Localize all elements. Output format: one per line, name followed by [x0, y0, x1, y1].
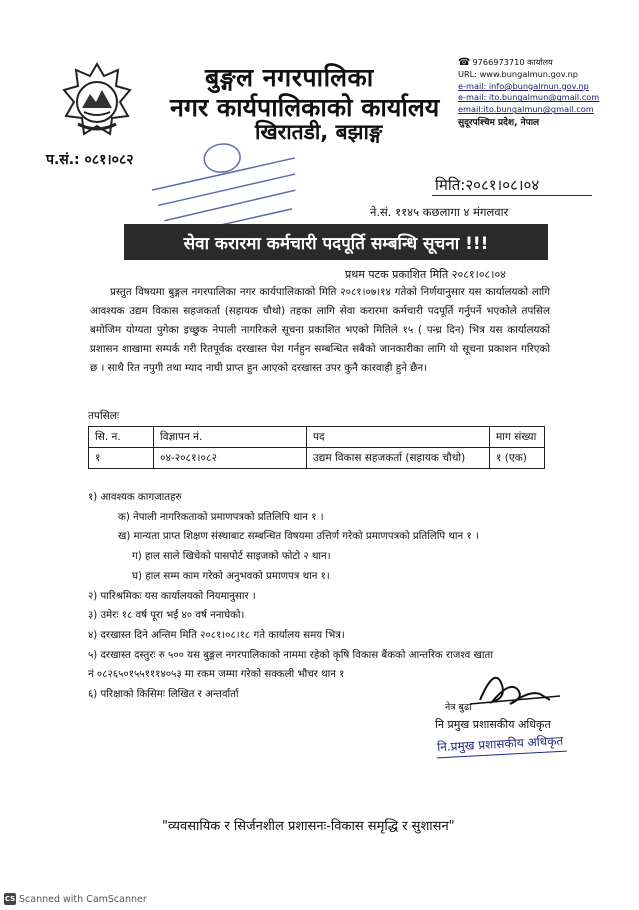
list-item: १) आवश्यक कागजातहरु	[88, 492, 182, 503]
office-location: खिरातडी, बझाङ्ग	[255, 120, 383, 144]
org-name: बुङ्गल नगरपालिका	[205, 63, 374, 92]
cell-post: उद्यम विकास सहजकर्ता (सहायक चौथो)	[307, 448, 490, 469]
email-link-1[interactable]: e-mail: info@bungalmun.gov.np	[458, 80, 589, 91]
col-demand: माग संख्या	[490, 427, 545, 448]
col-serial: सि. न.	[89, 427, 154, 448]
cell-serial: १	[89, 448, 154, 469]
issue-date: मिति:२०८१।०८।०४	[435, 176, 540, 194]
list-item: ५) दरखास्त दस्तुरः रु ५०० यस बुङ्गल नगरपालिकाको नाममा रहेको कृषि विकास बैंकको आन्तरिक राजश्व खाता	[88, 649, 493, 661]
signatory-name: नेत्र बुढा	[445, 702, 472, 713]
col-advert-no: विज्ञापन नं.	[154, 427, 307, 448]
table-header-row	[89, 427, 545, 448]
website-link[interactable]: URL: www.bungalmun.gov.np	[458, 68, 578, 79]
phone-line: ☎ 9766973710 कार्यालय	[458, 57, 553, 68]
list-item: ४) दरखास्त दिने अन्तिम मिति २०८१।०८।१८ गते कार्यालय समय भित्र।	[88, 629, 345, 641]
signatory-stamp: नि.प्रमुख प्रशासकीय अधिकृत	[436, 733, 564, 755]
email-link-2[interactable]: e-mail: ito.bungalmun@gmail.com	[458, 92, 600, 103]
list-item: ख) मान्यता प्राप्त शिक्षण संस्थाबाट सम्बन्धित विषयमा उत्तिर्ण गरेको प्रमाणपत्रको प्रतिलिपि थान १ ।	[118, 531, 479, 543]
list-item: क) नेपाली नागरिकताको प्रमाणपत्रको प्रतिलिपि थान १ ।	[118, 511, 324, 523]
notice-title-banner	[124, 224, 548, 260]
scanner-text: Scanned with CamScanner	[19, 893, 147, 905]
camscanner-icon: CS	[4, 895, 16, 903]
nepal-samvat-date: ने.सं. ११४५ कछलागा ४ मंगलवार	[370, 205, 509, 219]
date-underline	[432, 195, 592, 196]
phone-icon: ☎	[458, 57, 471, 68]
office-stamp-icon	[147, 118, 302, 238]
list-item: घ) हाल सम्म काम गरेको अनुभवको प्रमाणपत्र थान १।	[132, 570, 330, 582]
list-item: ग) हाल साले खिचेको पासपोर्ट साइजको फोटो २ थान।	[132, 551, 331, 563]
list-item: नं ०८२६५०१५५१११४०५३ मा रकम जम्मा गरेको सक्कली भौचर थान १	[88, 669, 345, 681]
cell-advert-no: ०४-२०८१।०८२	[154, 448, 307, 469]
vacancy-table	[88, 426, 545, 469]
list-item: ६) परिक्षाको किसिमः लिखित र अन्तर्वार्ता	[88, 689, 239, 701]
email-link-3[interactable]: email:ito.bungalmun@gmail.com	[458, 104, 594, 115]
details-label: तपसिलः	[88, 410, 120, 422]
nepal-emblem-icon	[60, 62, 134, 140]
office-name: नगर कार्यपालिकाको कार्यालय	[170, 93, 440, 122]
col-post: पद	[307, 427, 490, 448]
notice-title: सेवा करारमा कर्मचारी पदपूर्ति सम्बन्धि सूचना !!!	[183, 233, 489, 254]
footer-slogan: "व्यवसायिक र सिर्जनशील प्रशासनः-विकास समृद्धि र सुशासन"	[162, 819, 455, 834]
cell-demand: १ (एक)	[490, 448, 545, 469]
contact-block	[458, 57, 599, 130]
scanner-watermark	[4, 893, 147, 905]
province-label: सुदूरपश्चिम प्रदेश, नेपाल	[458, 117, 540, 128]
signatory-title: नि प्रमुख प्रशासकीय अधिकृत	[435, 718, 551, 731]
first-published-date: प्रथम पटक प्रकाशित मिति २०८१।०८।०४	[345, 268, 506, 281]
notice-body: प्रस्तुत विषयमा बुङ्गल नगरपालिका नगर कार्यपालिकाको मिति २०८१।०७।१४ गतेको निर्णयानुसार यस कार्यालयको लागि आवश्यक उद्यम विकास सहजकर्ता (सहायक चौथो) तहका लागि सेवा करारमा कर्मचारी पदपूर्ति गर्नुपर्ने भएकोले तपसिल बमोजिम योग्यता पुगेका इच्छुक नेपाली नागरिकले सूचना प्रकाशित भएको मितिले १५ ( पन्ध्र दिन) भित्र यस कार्यालयको प्रशासन शाखामा सम्पर्क गरी रितपूर्वक दरखास्त पेश गर्नहुन सम्बन्धित सबैको जानकारीका लागि यो सूचना प्रकाशन गरिएको छ । साथै रित नपुगी तथा म्याद नाघी प्राप्त हुन आएको दरखास्त उपर कुनै कारवाही हुने छैन।	[90, 286, 550, 374]
reference-number: प.सं.: ०८१।०८२	[46, 152, 134, 168]
list-item: ३) उमेरः १८ वर्ष पूरा भई ४० वर्ष ननाघेको।	[88, 610, 245, 622]
list-item: २) पारिश्रमिकः यस कार्यालयको नियमानुसार ।	[88, 590, 256, 602]
table-row	[89, 448, 545, 469]
